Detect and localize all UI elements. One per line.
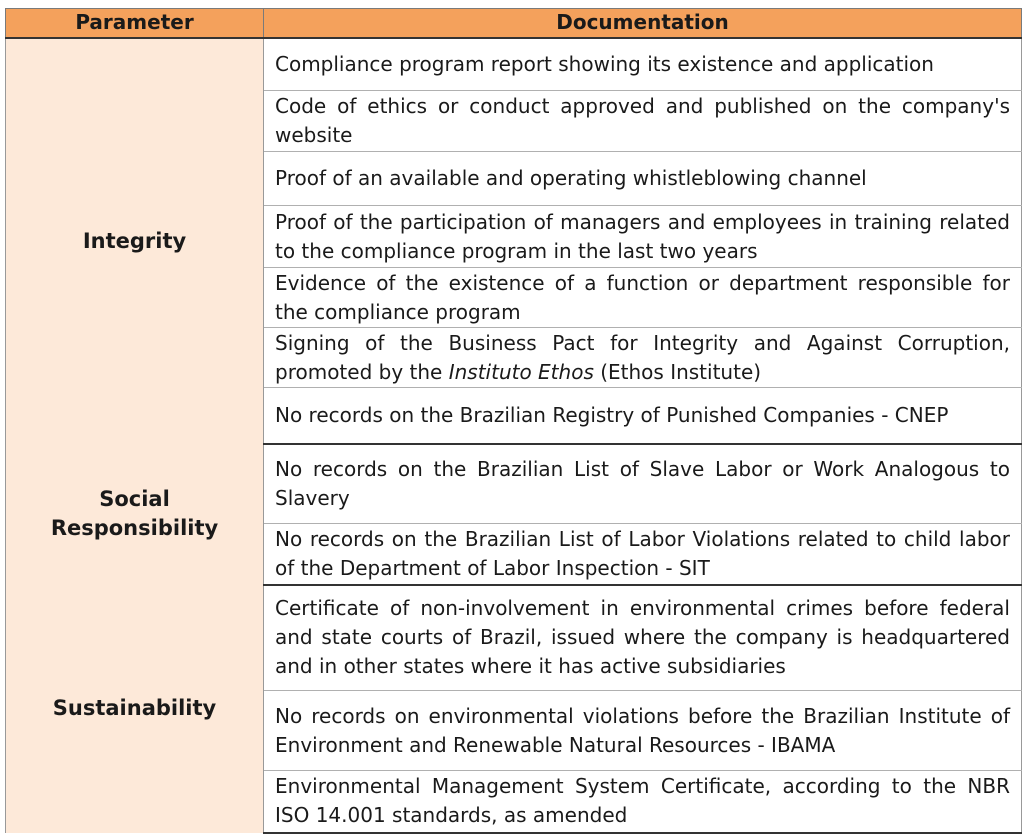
documentation-text: Compliance program report showing its existence and application xyxy=(275,51,934,76)
documentation-text: No records on the Brazilian Registry of Punished Companies - CNEP xyxy=(275,402,949,427)
parameter-column-header: Parameter xyxy=(6,9,264,38)
documentation-text: No records on the Brazilian List of Slave Labor or Work Analogous to Slavery xyxy=(275,456,1010,510)
documentation-text: Environmental Management System Certificate, according to the NBR ISO 14.001 standards, as amended xyxy=(275,774,1010,828)
table-header-row xyxy=(6,9,1022,38)
table-row xyxy=(6,585,1022,691)
documentation-text: No records on environmental violations before the Brazilian Institute of Environment and Renewable Natural Resources - IBAMA xyxy=(275,703,1010,757)
documentation-item xyxy=(264,91,1022,152)
documentation-text: Proof of the participation of managers and employees in training related to the compliance program in the last two years xyxy=(275,209,1010,263)
table-row xyxy=(6,38,1022,91)
documentation-column-header: Documentation xyxy=(264,9,1022,38)
documentation-text: No records on the Brazilian List of Labor Violations related to child labor of the Department of Labor Inspection - SIT xyxy=(275,526,1010,580)
documentation-text xyxy=(275,329,1010,387)
documentation-item xyxy=(264,524,1022,585)
documentation-item xyxy=(264,585,1022,691)
documentation-item xyxy=(264,771,1022,833)
documentation-text: Code of ethics or conduct approved and published on the company's website xyxy=(275,94,1010,147)
documentation-item xyxy=(264,388,1022,444)
documentation-text-part: (Ethos Institute) xyxy=(593,359,762,384)
documentation-item xyxy=(264,444,1022,524)
documentation-item xyxy=(264,38,1022,91)
table-row xyxy=(6,444,1022,524)
documentation-table xyxy=(5,8,1022,834)
documentation-text: Evidence of the existence of a function or department responsible for the compliance program xyxy=(275,270,1010,324)
documentation-item xyxy=(264,691,1022,771)
documentation-text: Certificate of non-involvement in environmental crimes before federal and state courts of Brazil, issued where the company is headquartered and in other states where it has active subsidiaries xyxy=(275,596,1010,679)
documentation-item xyxy=(264,268,1022,328)
documentation-item xyxy=(264,152,1022,206)
parameter-label-line: Responsibility xyxy=(50,516,219,540)
parameter-label-line: Social xyxy=(99,487,170,511)
documentation-text-italic: Instituto Ethos xyxy=(448,359,594,384)
documentation-text: Proof of an available and operating whistleblowing channel xyxy=(275,166,867,190)
documentation-item xyxy=(264,328,1022,388)
parameter-social-responsibility xyxy=(6,444,264,585)
documentation-text-part: Signing of the Business Pact for Integrity and Against Corruption, promoted by the xyxy=(275,330,1010,384)
documentation-item xyxy=(264,206,1022,268)
parameter-sustainability: Sustainability xyxy=(6,585,264,833)
parameter-integrity: Integrity xyxy=(6,38,264,444)
